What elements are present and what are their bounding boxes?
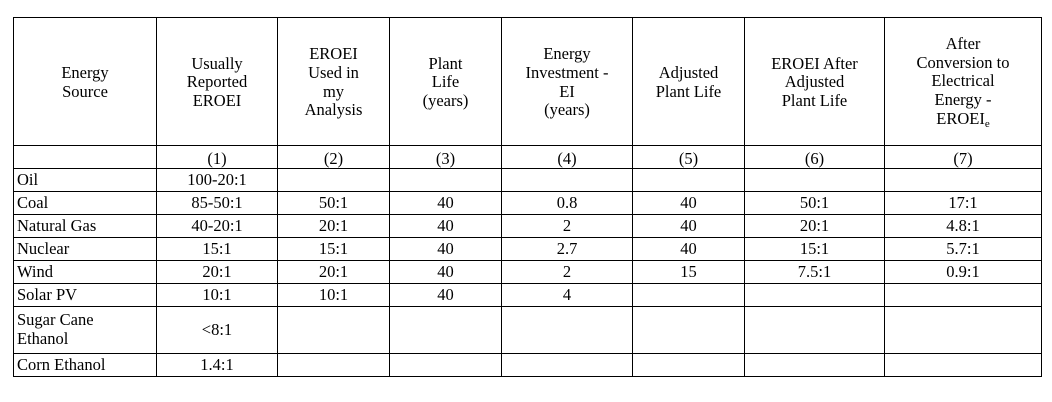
table-cell: 40	[633, 238, 745, 261]
table-cell	[278, 169, 390, 192]
header-adjusted-plant-life: Adjusted Plant Life	[633, 18, 745, 146]
table-cell: 2	[502, 215, 633, 238]
table-body	[14, 146, 1042, 377]
table-cell	[745, 284, 885, 307]
header-plant-life: Plant Life (years)	[390, 18, 502, 146]
table-cell: 15	[633, 261, 745, 284]
column-number: (2)	[278, 146, 390, 169]
energy-source-cell: Coal	[14, 192, 157, 215]
header-energy-investment: Energy Investment - EI (years)	[502, 18, 633, 146]
table-cell: 50:1	[745, 192, 885, 215]
table-cell: <8:1	[157, 307, 278, 354]
energy-source-cell: Solar PV	[14, 284, 157, 307]
table-cell: 100-20:1	[157, 169, 278, 192]
header-eroei-electrical	[885, 18, 1042, 146]
table-cell	[633, 354, 745, 377]
table-cell: 40	[390, 261, 502, 284]
table-cell: 20:1	[278, 215, 390, 238]
table-row	[14, 169, 1042, 192]
table-cell: 7.5:1	[745, 261, 885, 284]
table-cell	[885, 169, 1042, 192]
table-cell: 40	[390, 238, 502, 261]
table-cell: 17:1	[885, 192, 1042, 215]
table-cell: 4.8:1	[885, 215, 1042, 238]
eroei-comparison-table	[13, 17, 1042, 377]
table-row	[14, 354, 1042, 377]
table-row	[14, 192, 1042, 215]
column-number: (7)	[885, 146, 1042, 169]
header-eroei-after-adjusted: EROEI After Adjusted Plant Life	[745, 18, 885, 146]
column-number: (3)	[390, 146, 502, 169]
energy-source-cell: Nuclear	[14, 238, 157, 261]
table-cell	[885, 307, 1042, 354]
header-energy-source: Energy Source	[14, 18, 157, 146]
table-cell	[745, 169, 885, 192]
table-cell	[502, 354, 633, 377]
table-cell: 10:1	[278, 284, 390, 307]
table-cell: 40	[390, 192, 502, 215]
header-eroei-electrical-subscript: e	[984, 117, 990, 130]
energy-source-cell: Oil	[14, 169, 157, 192]
table-cell	[633, 169, 745, 192]
table-cell: 20:1	[745, 215, 885, 238]
table-cell: 15:1	[745, 238, 885, 261]
table-cell: 0.9:1	[885, 261, 1042, 284]
header-usually-reported-eroei: Usually Reported EROEI	[157, 18, 278, 146]
table-cell	[390, 354, 502, 377]
column-number: (6)	[745, 146, 885, 169]
column-number	[14, 146, 157, 169]
table-cell	[390, 169, 502, 192]
table-cell: 20:1	[278, 261, 390, 284]
table-cell	[633, 284, 745, 307]
table-cell	[502, 169, 633, 192]
column-number: (1)	[157, 146, 278, 169]
table-cell: 10:1	[157, 284, 278, 307]
header-eroei-used: EROEI Used in my Analysis	[278, 18, 390, 146]
header-eroei-electrical-text: After Conversion to Electrical Energy -	[916, 34, 1010, 109]
table-cell: 1.4:1	[157, 354, 278, 377]
table-cell	[502, 307, 633, 354]
table-cell	[390, 307, 502, 354]
table-cell: 20:1	[157, 261, 278, 284]
table-cell: 15:1	[157, 238, 278, 261]
table-cell: 5.7:1	[885, 238, 1042, 261]
energy-source-cell: Sugar Cane Ethanol	[14, 307, 157, 354]
table-cell	[633, 307, 745, 354]
table-cell: 15:1	[278, 238, 390, 261]
column-number: (4)	[502, 146, 633, 169]
table-cell: 2.7	[502, 238, 633, 261]
header-eroei-electrical-symbol: EROEI	[936, 108, 985, 128]
column-number: (5)	[633, 146, 745, 169]
table-cell: 4	[502, 284, 633, 307]
energy-source-cell: Natural Gas	[14, 215, 157, 238]
table-row	[14, 307, 1042, 354]
table-cell	[278, 307, 390, 354]
table-cell: 0.8	[502, 192, 633, 215]
table-cell: 2	[502, 261, 633, 284]
table-cell: 40	[390, 215, 502, 238]
table-cell	[278, 354, 390, 377]
table-cell: 40-20:1	[157, 215, 278, 238]
table-cell	[745, 354, 885, 377]
energy-source-cell: Wind	[14, 261, 157, 284]
table-cell: 40	[633, 192, 745, 215]
table-cell: 40	[390, 284, 502, 307]
table-row	[14, 215, 1042, 238]
column-number-row	[14, 146, 1042, 169]
table-cell	[885, 284, 1042, 307]
table-cell: 50:1	[278, 192, 390, 215]
header-row	[14, 18, 1042, 146]
table-row	[14, 284, 1042, 307]
table-cell	[745, 307, 885, 354]
table-cell: 85-50:1	[157, 192, 278, 215]
table-row	[14, 238, 1042, 261]
table-cell	[885, 354, 1042, 377]
table-row	[14, 261, 1042, 284]
energy-source-cell: Corn Ethanol	[14, 354, 157, 377]
table-cell: 40	[633, 215, 745, 238]
